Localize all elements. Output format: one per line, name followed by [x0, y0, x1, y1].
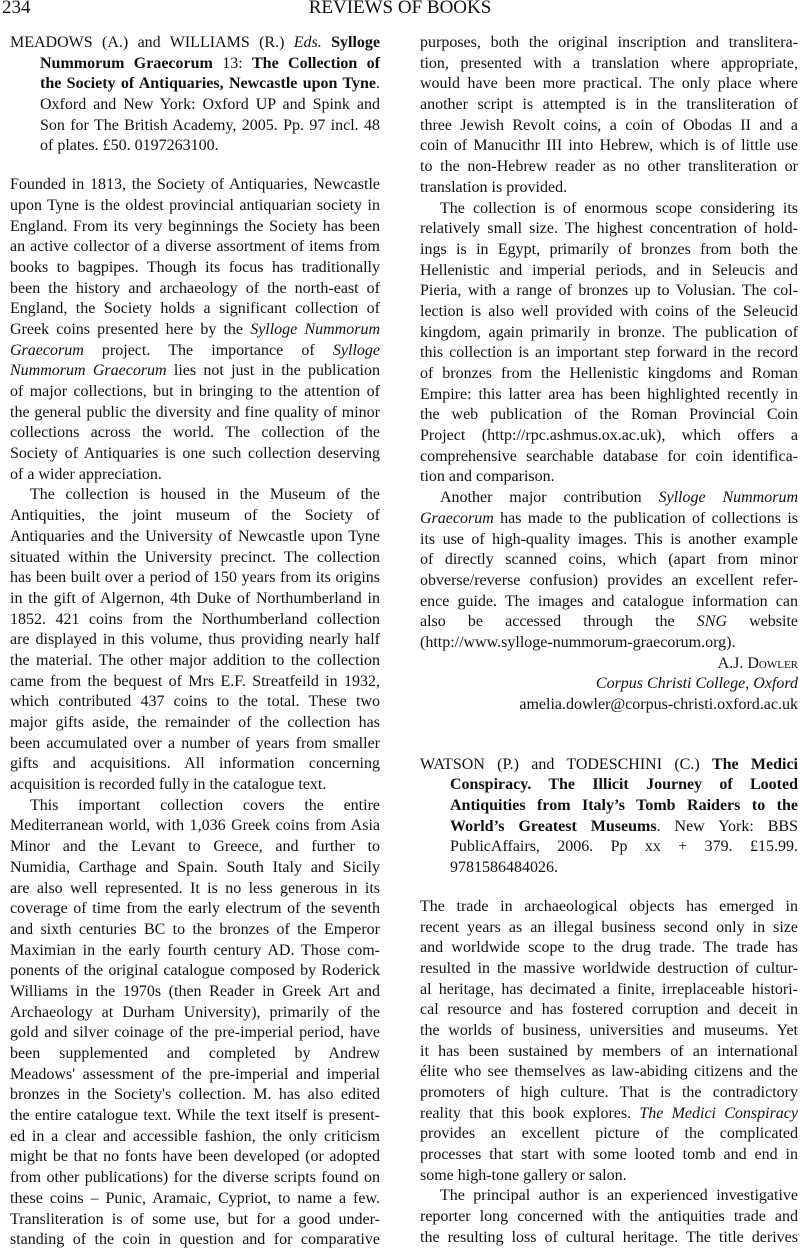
text-run: MEADOWS (A.) and WILLIAMS (R.) [10, 34, 294, 51]
text-line: élite who see themselves as law-abiding citizens and the [420, 1063, 798, 1081]
text-line: ponents of the original catalogue composed by Roderick [10, 962, 380, 980]
italic-text: Sylloge Nummorum [250, 320, 380, 338]
italic-text: Corpus Christi College, Oxford [595, 675, 798, 693]
text-line [10, 341, 380, 362]
text-line: The trade in archaeological objects has emerged in [420, 897, 798, 915]
text-line [420, 755, 798, 776]
text-line [10, 361, 380, 382]
left-column [10, 33, 380, 1251]
text-line: been accumulated over a number of years from smaller [10, 734, 380, 752]
text-line: tion and comparison. [420, 468, 555, 486]
text-line: Oxford and New York: Oxford UP and Spink and [40, 96, 380, 114]
body-paragraph [10, 796, 380, 1251]
text-line: Archaeology at Durham University), primarily of the [10, 1003, 380, 1021]
text-run: 13: [212, 54, 252, 72]
text-line [420, 612, 798, 633]
text-line: standing of the coin in question and for comparative [10, 1231, 380, 1249]
text-line [420, 1104, 798, 1125]
text-line: the web publication of the Roman Provincial Coin [420, 406, 798, 424]
text-line: Antiquities, the joint museum of the Society of [10, 507, 380, 525]
text-line: provides an excellent picture of the complicated [420, 1125, 798, 1143]
text-line: and worldwide scope to the drug trade. The trade has [420, 939, 798, 957]
text-run: reality that this book explores. [420, 1104, 640, 1122]
text-line: Meadows' assessment of the pre-imperial and imperial [10, 1065, 380, 1083]
right-column [420, 33, 798, 1249]
text-line: reporter long concerned with the antiquities trade and [420, 1208, 798, 1226]
small-caps-text: A.J. Dowler [717, 654, 798, 672]
text-line: al heritage, has decimated a finite, irreplaceable histori- [420, 980, 798, 998]
bold-text: The Medici [711, 755, 799, 773]
text-run: website [727, 613, 799, 631]
body-paragraph [10, 175, 380, 485]
text-line: three Jewish Revolt coins, a coin of Obodas II and a [420, 116, 798, 134]
text-line: tion, presented with a translation where appropriate, [420, 54, 798, 72]
text-line: England. From its very beginnings the Society has been [10, 217, 380, 235]
text-line: Antiquaries and the University of Newcastle upon Tyne [10, 527, 380, 545]
text-run: also be accessed through the [420, 613, 697, 631]
text-line: kingdom, again primarily in bronze. The publication of [420, 323, 798, 341]
text-line: in the gift of Algernon, 4th Duke of Northumberland in [10, 589, 380, 607]
text-line: The principal author is an experienced investigative [440, 1187, 798, 1205]
body-paragraph [10, 485, 380, 795]
text-run: project. The importance of [83, 341, 333, 359]
text-line: its use of high-quality images. This is another example [420, 530, 798, 548]
text-line: Founded in 1813, the Society of Antiquaries, Newcastle [10, 176, 380, 194]
text-line: of major collections, but in bringing to the attention of [10, 383, 380, 400]
text-line [10, 54, 380, 75]
text-line: Transliteration is of some use, but for a good under- [10, 1210, 380, 1228]
text-line: translation is provided. [420, 178, 568, 196]
page-number: 234 [2, 0, 31, 18]
text-line: the general public the diversity and fine quality of minor [10, 403, 380, 421]
text-line [10, 33, 380, 54]
italic-text: Graecorum [420, 509, 494, 527]
text-line [420, 775, 798, 796]
text-line: Williams in the 1970s (then Reader in Greek Art and [10, 982, 380, 1000]
text-line: collections across the world. The collection of the [10, 424, 380, 442]
text-run: . [376, 75, 380, 93]
text-line: (http://www.sylloge-nummorum-graecorum.org). [420, 633, 736, 651]
text-line: gifts and acquisitions. All information concerning [10, 755, 380, 773]
text-line: another script is attempted is in the transliteration of [420, 96, 798, 114]
text-line: major gifts aside, the remainder of the collection has [10, 714, 380, 731]
bold-text: The Collection of [252, 54, 381, 72]
text-line: Empire: this latter area has been highlighted recently in [420, 385, 798, 403]
text-line: Society of Antiquaries is one such collection deserving [10, 445, 380, 463]
text-line [420, 509, 798, 530]
text-line: are displayed in this volume, thus providing nearly half [10, 631, 380, 649]
text-line: Project (http://rpc.ashmus.ox.ac.uk), which offers a [420, 427, 798, 445]
text-line [420, 488, 798, 509]
text-line: coverage of time from the early electrum of the seventh [10, 900, 380, 918]
body-paragraph [420, 488, 798, 654]
text-line: Son for The British Academy, 2005. Pp. 97 incl. 48 [40, 116, 380, 134]
text-line: from other publications) for the diverse scripts found on [10, 1169, 380, 1187]
text-line: this collection is an important step forward in the record [420, 344, 798, 362]
italic-text: SNG [696, 613, 728, 631]
text-line [420, 817, 798, 838]
text-line: cal resource and has fostered corruption and deceit in [420, 1001, 798, 1019]
text-line: are also well represented. It is no less generous in its [10, 879, 380, 897]
italic-text: Graecorum [10, 341, 84, 359]
text-line: processes that start with some looted tomb and end in [420, 1146, 798, 1164]
text-line: PublicAffairs, 2006. Pp xx + 379. £15.99. [450, 838, 798, 856]
text-line: some high-tone gallery or salon. [420, 1166, 627, 1184]
bold-text: World’s Greatest Museums [450, 817, 657, 835]
text-line: comprehensive searchable database for coin identifica- [420, 447, 798, 465]
text-line: coin of Manucithr III into Hebrew, which is of little use [420, 137, 798, 155]
text-line: The collection is housed in the Museum of the [30, 486, 380, 504]
body-paragraph [420, 1186, 798, 1248]
text-line: of bronzes from the Hellenistic kingdoms and Roman [420, 365, 798, 382]
text-line: has been built over a period of 150 years from its origins [10, 569, 380, 587]
text-line: The collection is of enormous scope considering its [440, 199, 798, 217]
text-line: ings is in Egypt, primarily of bronzes from both the [420, 240, 798, 258]
text-line: books to bagpipes. Though its focus has traditionally [10, 258, 380, 276]
text-line: gold and silver coinage of the pre-imperial period, have [10, 1024, 380, 1042]
bold-text: Sylloge [331, 34, 381, 51]
text-line: lection is also well provided with coins of the Seleucid [420, 302, 798, 320]
bold-text: the Society of Antiquaries, Newcastle upon Tyne [40, 75, 376, 93]
text-line: of directly scanned coins, which (apart from minor [420, 551, 798, 569]
bold-text: Antiquities from Italy’s Tomb Raiders to the [450, 797, 798, 815]
text-run: WATSON (P.) and TODESCHINI (C.) [420, 755, 712, 773]
text-line: Maximian in the early fourth century AD. Those com- [10, 941, 380, 959]
text-line [10, 320, 380, 341]
running-head: REVIEWS OF BOOKS [308, 0, 492, 18]
text-line: 1852. 421 coins from the Northumberland collection [10, 610, 380, 628]
text-line: an active collector of a diverse assortment of items from [10, 238, 380, 256]
text-line [420, 796, 798, 817]
reviewer-signature [420, 654, 798, 716]
text-line: amelia.dowler@corpus-christi.oxford.ac.uk [519, 696, 798, 713]
bold-text: Nummorum Graecorum [40, 54, 213, 72]
text-run: Greek coins presented here by the [10, 320, 251, 338]
text-run [322, 34, 331, 51]
text-line: of a wider appreciation. [10, 465, 162, 483]
text-line: resulted in the massive worldwide destruction of cultur- [420, 959, 798, 977]
book-citation [420, 755, 798, 879]
text-line: would have been more practical. The only place where [420, 75, 798, 93]
text-line [10, 74, 380, 95]
bold-text: Conspiracy. The Illicit Journey of Looted [450, 776, 798, 794]
text-line: recent years as an illegal business second only in size [420, 918, 798, 936]
body-paragraph [420, 33, 798, 199]
italic-text: Nummorum Graecorum [10, 362, 167, 380]
text-line: of plates. £50. 0197263100. [40, 137, 219, 155]
text-line: it has been sustained by members of an international [420, 1042, 798, 1060]
text-line: purposes, both the original inscription and translitera- [420, 34, 798, 51]
text-line: situated within the University precinct. The collection [10, 548, 380, 566]
text-run: Another major contribution [440, 489, 659, 507]
italic-text: The Medici Conspiracy [639, 1104, 798, 1122]
text-line: which contributed 437 coins to the total. These two [10, 693, 380, 711]
text-line: 9781586484026. [450, 859, 558, 877]
text-line [420, 654, 798, 675]
text-line: the material. The other major addition to the collection [10, 651, 380, 669]
italic-text: Eds. [293, 34, 322, 51]
text-line: been the history and archaeology of the north-east of [10, 279, 380, 297]
text-line: the resulting loss of cultural heritage. The title derives [420, 1228, 798, 1246]
text-line: came from the bequest of Mrs E.F. Streatfeild in 1932, [10, 672, 380, 690]
text-line: Numidia, Carthage and Spain. South Italy and Sicily [10, 858, 380, 876]
text-line: Pieria, with a range of bronzes up to Volusian. The col- [420, 282, 798, 300]
text-line: and sixth centuries BC to the bronzes of the Emperor [10, 920, 380, 938]
text-line: been supplemented and completed by Andrew [10, 1045, 380, 1062]
text-line: Minor and the Levant to Greece, and further to [10, 838, 380, 856]
book-citation [10, 33, 380, 157]
text-run: has made to the publication of collections is [493, 509, 798, 527]
text-line: obverse/reverse confusion) provides an excellent refer- [420, 571, 798, 589]
text-line: England, the Society holds a significant collection of [10, 300, 380, 318]
text-line: upon Tyne is the oldest provincial antiquarian society in [10, 196, 380, 214]
text-line: these coins – Punic, Aramaic, Cypriot, to name a few. [10, 1189, 380, 1207]
text-line: ed in a clear and accessible fashion, the only criticism [10, 1127, 380, 1145]
text-line: the entire catalogue text. While the text itself is present- [10, 1107, 380, 1125]
text-line: acquisition is recorded fully in the catalogue text. [10, 776, 327, 794]
body-paragraph [420, 199, 798, 489]
text-line: promoters of high culture. That is the contradictory [420, 1084, 798, 1101]
body-paragraph [420, 897, 798, 1187]
text-line: might be that no fonts have been developed (or adopted [10, 1148, 380, 1166]
text-run: lies not just in the publication [166, 362, 381, 380]
text-line: Hellenistic and imperial periods, and in Seleucis and [420, 261, 798, 279]
text-line: relatively small size. The highest concentration of hold- [420, 220, 798, 238]
text-run: . New York: BBS [656, 817, 798, 835]
text-line: This important collection covers the entire [30, 796, 380, 814]
text-line: the worlds of business, universities and museums. Yet [420, 1021, 798, 1039]
text-line: ence guide. The images and catalogue information can [420, 592, 798, 610]
text-line [420, 674, 798, 695]
text-line: Mediterranean world, with 1,036 Greek coins from Asia [10, 817, 380, 835]
text-line: bronzes in the Society's collection. M. has also edited [10, 1086, 380, 1104]
italic-text: Sylloge Nummorum [658, 489, 798, 507]
italic-text: Sylloge [332, 341, 380, 359]
text-line: to the non-Hebrew reader as no other transliteration or [420, 158, 798, 176]
